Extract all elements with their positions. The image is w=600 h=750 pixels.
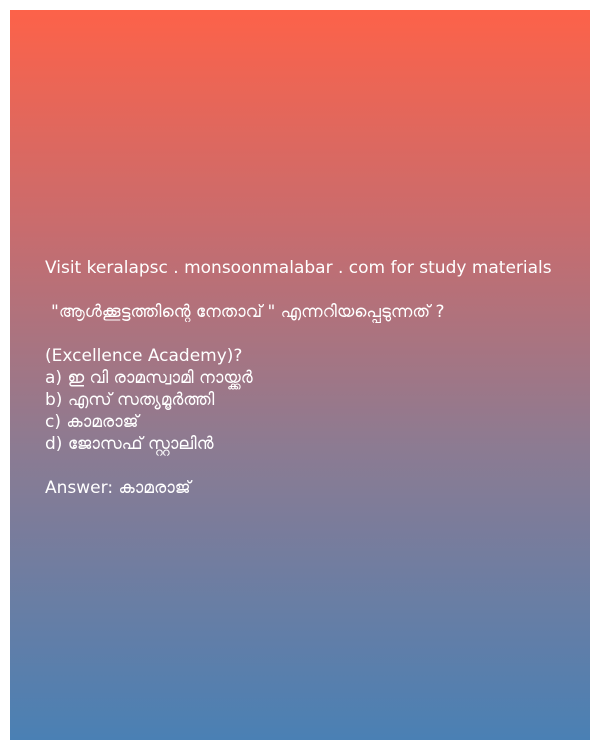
question-text: "ആൾക്കൂട്ടത്തിന്റെ നേതാവ് " എന്നറിയപ്പെടുന്നത് ? [51,302,445,322]
spacer [45,323,580,345]
option-a: a) ഇ വി രാമസ്വാമി നായ്ക്കർ [45,368,253,388]
spacer [45,279,580,301]
question-content [45,257,580,499]
option-b: b) എസ് സത്യമൂർത്തി [45,390,215,410]
question-card [10,10,590,740]
option-c: c) കാമരാജ് [45,412,139,432]
answer-text: Answer: കാമരാജ് [45,478,191,498]
spacer [45,455,580,477]
promo-text: Visit keralapsc . monsoonmalabar . com for study materials [45,258,552,278]
question-source: (Excellence Academy)? [45,346,243,366]
option-d: d) ജോസഫ് സ്റ്റാലിൻ [45,434,214,454]
